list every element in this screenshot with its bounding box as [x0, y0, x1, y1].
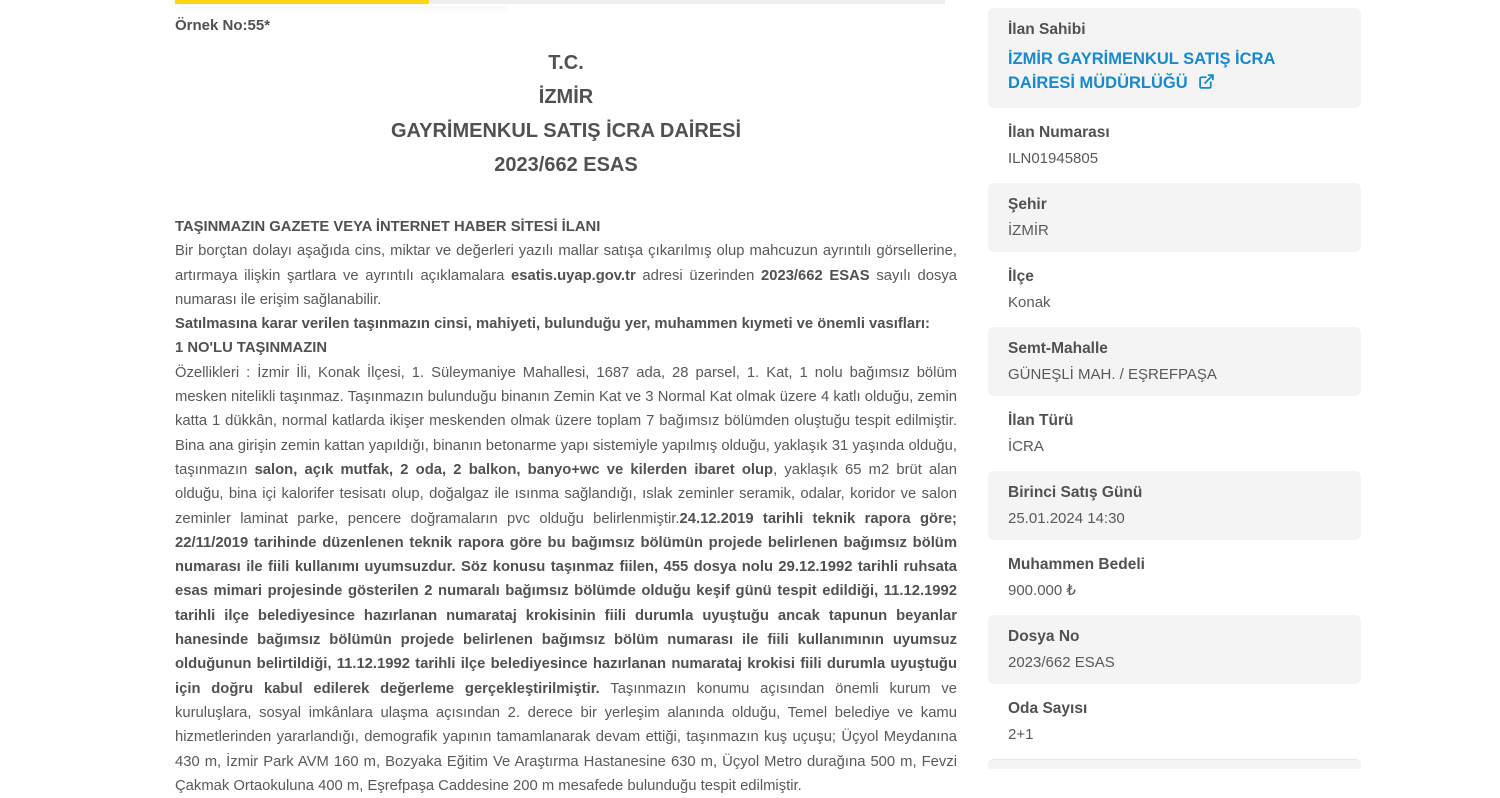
bold-text-run: 2023/662 ESAS [761, 267, 870, 284]
detail-card-i-lan-sahibi [988, 8, 1361, 108]
detail-value: 900.000 ₺ [1008, 582, 1076, 599]
detail-label: Oda Sayısı [1008, 700, 1088, 717]
detail-value: İCRA [1008, 438, 1044, 455]
bold-text-run: 1 NO'LU TAŞINMAZIN [175, 340, 328, 357]
detail-card-muhammen-bedeli [988, 543, 1361, 612]
paragraph [175, 336, 957, 360]
detail-value: 25.01.2024 14:30 [1008, 510, 1125, 527]
detail-card-sehir [988, 183, 1361, 252]
text-run: , yaklaşık 65 m2 brüt alan olduğu, bina içi kalorifer tesisatı olup, doğalgaz ile ısınma sağlandığı, ıslak zeminler seramik, odalar, koridor ve salon zeminler laminat parke, pencere doğramaların pvc olduğu belirlenmiştir. [175, 461, 958, 527]
detail-card-dosya-no [988, 615, 1361, 684]
document-title-line: T.C. [548, 52, 584, 74]
text-run: sayılı dosya numarası ile erişim sağlanabilir. [175, 267, 958, 308]
paragraph [175, 239, 957, 312]
detail-card-oda-sayisi [988, 687, 1361, 756]
detail-card-i-lce [988, 255, 1361, 324]
text-run: Bir borçtan dolayı aşağıda cins, miktar ve değerleri yazılı mallar satışa çıkarılmış olup mahcuzun ayrıntılı görsellerine, artırmaya ilişkin şartlara ve ayrıntılı açıklamalara [175, 243, 957, 284]
text-run: adresi üzerinden [635, 267, 761, 284]
document-title-line: 2023/662 ESAS [494, 154, 638, 176]
detail-card-semt-mahalle [988, 327, 1361, 396]
detail-value: 2+1 [1008, 726, 1034, 743]
bold-text-run: TAŞINMAZIN GAZETE VEYA İNTERNET HABER SİTESİ İLANI [175, 219, 601, 235]
detail-label: Dosya No [1008, 628, 1080, 645]
bold-text-run: esatis.uyap.gov.tr [511, 267, 636, 284]
bold-text-run: salon, açık mutfak, 2 oda, 2 balkon, banyo+wc ve kilerden ibaret olup [254, 461, 774, 478]
bold-text-run: 24.12.2019 tarihli teknik rapora göre; 22/11/2019 tarihinde düzenlenen teknik rapora göre bu bağımsız bölümün projede belirlenen bağımsız bölüm numarası ile fiili kullanımı uyumsuzdur. Söz konusu taşınmaz fiilen, 455 dosya nolu 29.12.1992 tarihli ruhsata esas mimari projesinde gösterilen 2 numaralı bağımsız bölümde olduğu keşif günü tespit edildiği, 11.12.1992 tarihli ilçe belediyesince hazırlanan numarataj krokisinin fiili durumla uyuştuğu ancak tapunun beyanlar hanesinde bağımsız bölümün projede belirlenen bağımsız bölüm numarası ile fiili kullanımının uyumsuz olduğunun belirtildiği, 11.12.1992 tarihli ilçe belediyesince hazırlanan numarataj krokisi fiili durumla uyuştuğu için doğru kabul edilerek değerleme gerçekleştirilmiştir. [175, 510, 957, 697]
detail-label: İlçe [1008, 268, 1034, 285]
detail-card-partial [988, 759, 1361, 769]
text-run: Taşınmazın konumu açısından önemli kurum ve kuruluşlara, sosyal imkânlara ulaşma açısından 2. derece bir yerleşim alanında olduğu, Temel belediye ve kamu hizmetlerinden yararlandığı, demografik yapının tamamlanarak devam ettiği, taşınmazın kuş uçuşu; Üçyol Meydanına 430 m, İzmir Park AVM 160 m, Bozyaka Eğitim Ve Araştırma Hastanesine 630 m, Üçyol Metro durağına 500 m, Fevzi Çakmak Ortaokuluna 400 m, Eşrefpaşa Caddesine 200 m mesafede bulunduğu tespit edilmiştir. [175, 680, 957, 794]
announcement-document [175, 0, 957, 798]
detail-label: Birinci Satış Günü [1008, 484, 1143, 501]
detail-card-i-lan-numarasi [988, 111, 1361, 180]
i-lan-sahibi-link[interactable]: İZMİR GAYRİMENKUL SATIŞ İCRA DAİRESİ MÜDÜRLÜĞÜ [1008, 50, 1275, 92]
document-title [175, 46, 957, 182]
detail-value: ILN01945805 [1008, 150, 1099, 167]
detail-label: İlan Türü [1008, 412, 1074, 429]
ornek-no: Örnek No:55* [175, 17, 271, 34]
detail-value: GÜNEŞLİ MAH. / EŞREFPAŞA [1008, 366, 1217, 383]
detail-sidebar [988, 8, 1361, 769]
external-link-icon [1192, 74, 1215, 92]
text-run: Özellikleri : İzmir İli, Konak İlçesi, 1. Süleymaniye Mahallesi, 1687 ada, 28 parsel, 1. Kat, 1 nolu bağımsız bölüm mesken nitelikli taşınmaz. Taşınmazın bulunduğu binanın Zemin Kat ve 3 Normal Kat olmak üzere 4 katlı olduğu, zemin katta 1 dükkân, normal katlarda ikişer meskenden olmak üzere toplam 7 bağımsız bölümden oluştuğu tespit edilmiştir. Bina ana girişin zemin kattan yapıldığı, binanın betonarme yapı sistemiyle yapılmış olduğu, yaklaşık 31 yaşında olduğu, taşınmazın [175, 364, 957, 478]
detail-value: İZMİR [1008, 222, 1049, 239]
paragraph [175, 312, 957, 336]
detail-card-birinci-satis-gunu [988, 471, 1361, 540]
bold-text-run: Satılmasına karar verilen taşınmazın cinsi, mahiyeti, bulunduğu yer, muhammen kıymeti ve önemli vasıfları: [175, 316, 930, 333]
detail-label: İlan Numarası [1008, 124, 1110, 141]
detail-value: 2023/662 ESAS [1008, 654, 1115, 671]
announcement-body [175, 215, 957, 798]
detail-label: Semt-Mahalle [1008, 340, 1108, 357]
detail-value: Konak [1008, 294, 1051, 311]
detail-label: Şehir [1008, 196, 1047, 213]
document-title-line: İZMİR [538, 86, 594, 108]
detail-label: İlan Sahibi [1008, 21, 1086, 38]
detail-card-i-lan-turu [988, 399, 1361, 468]
detail-label: Muhammen Bedeli [1008, 556, 1145, 573]
paragraph [175, 361, 957, 798]
paragraph [175, 215, 957, 239]
document-title-line: GAYRİMENKUL SATIŞ İCRA DAİRESİ [390, 120, 742, 142]
